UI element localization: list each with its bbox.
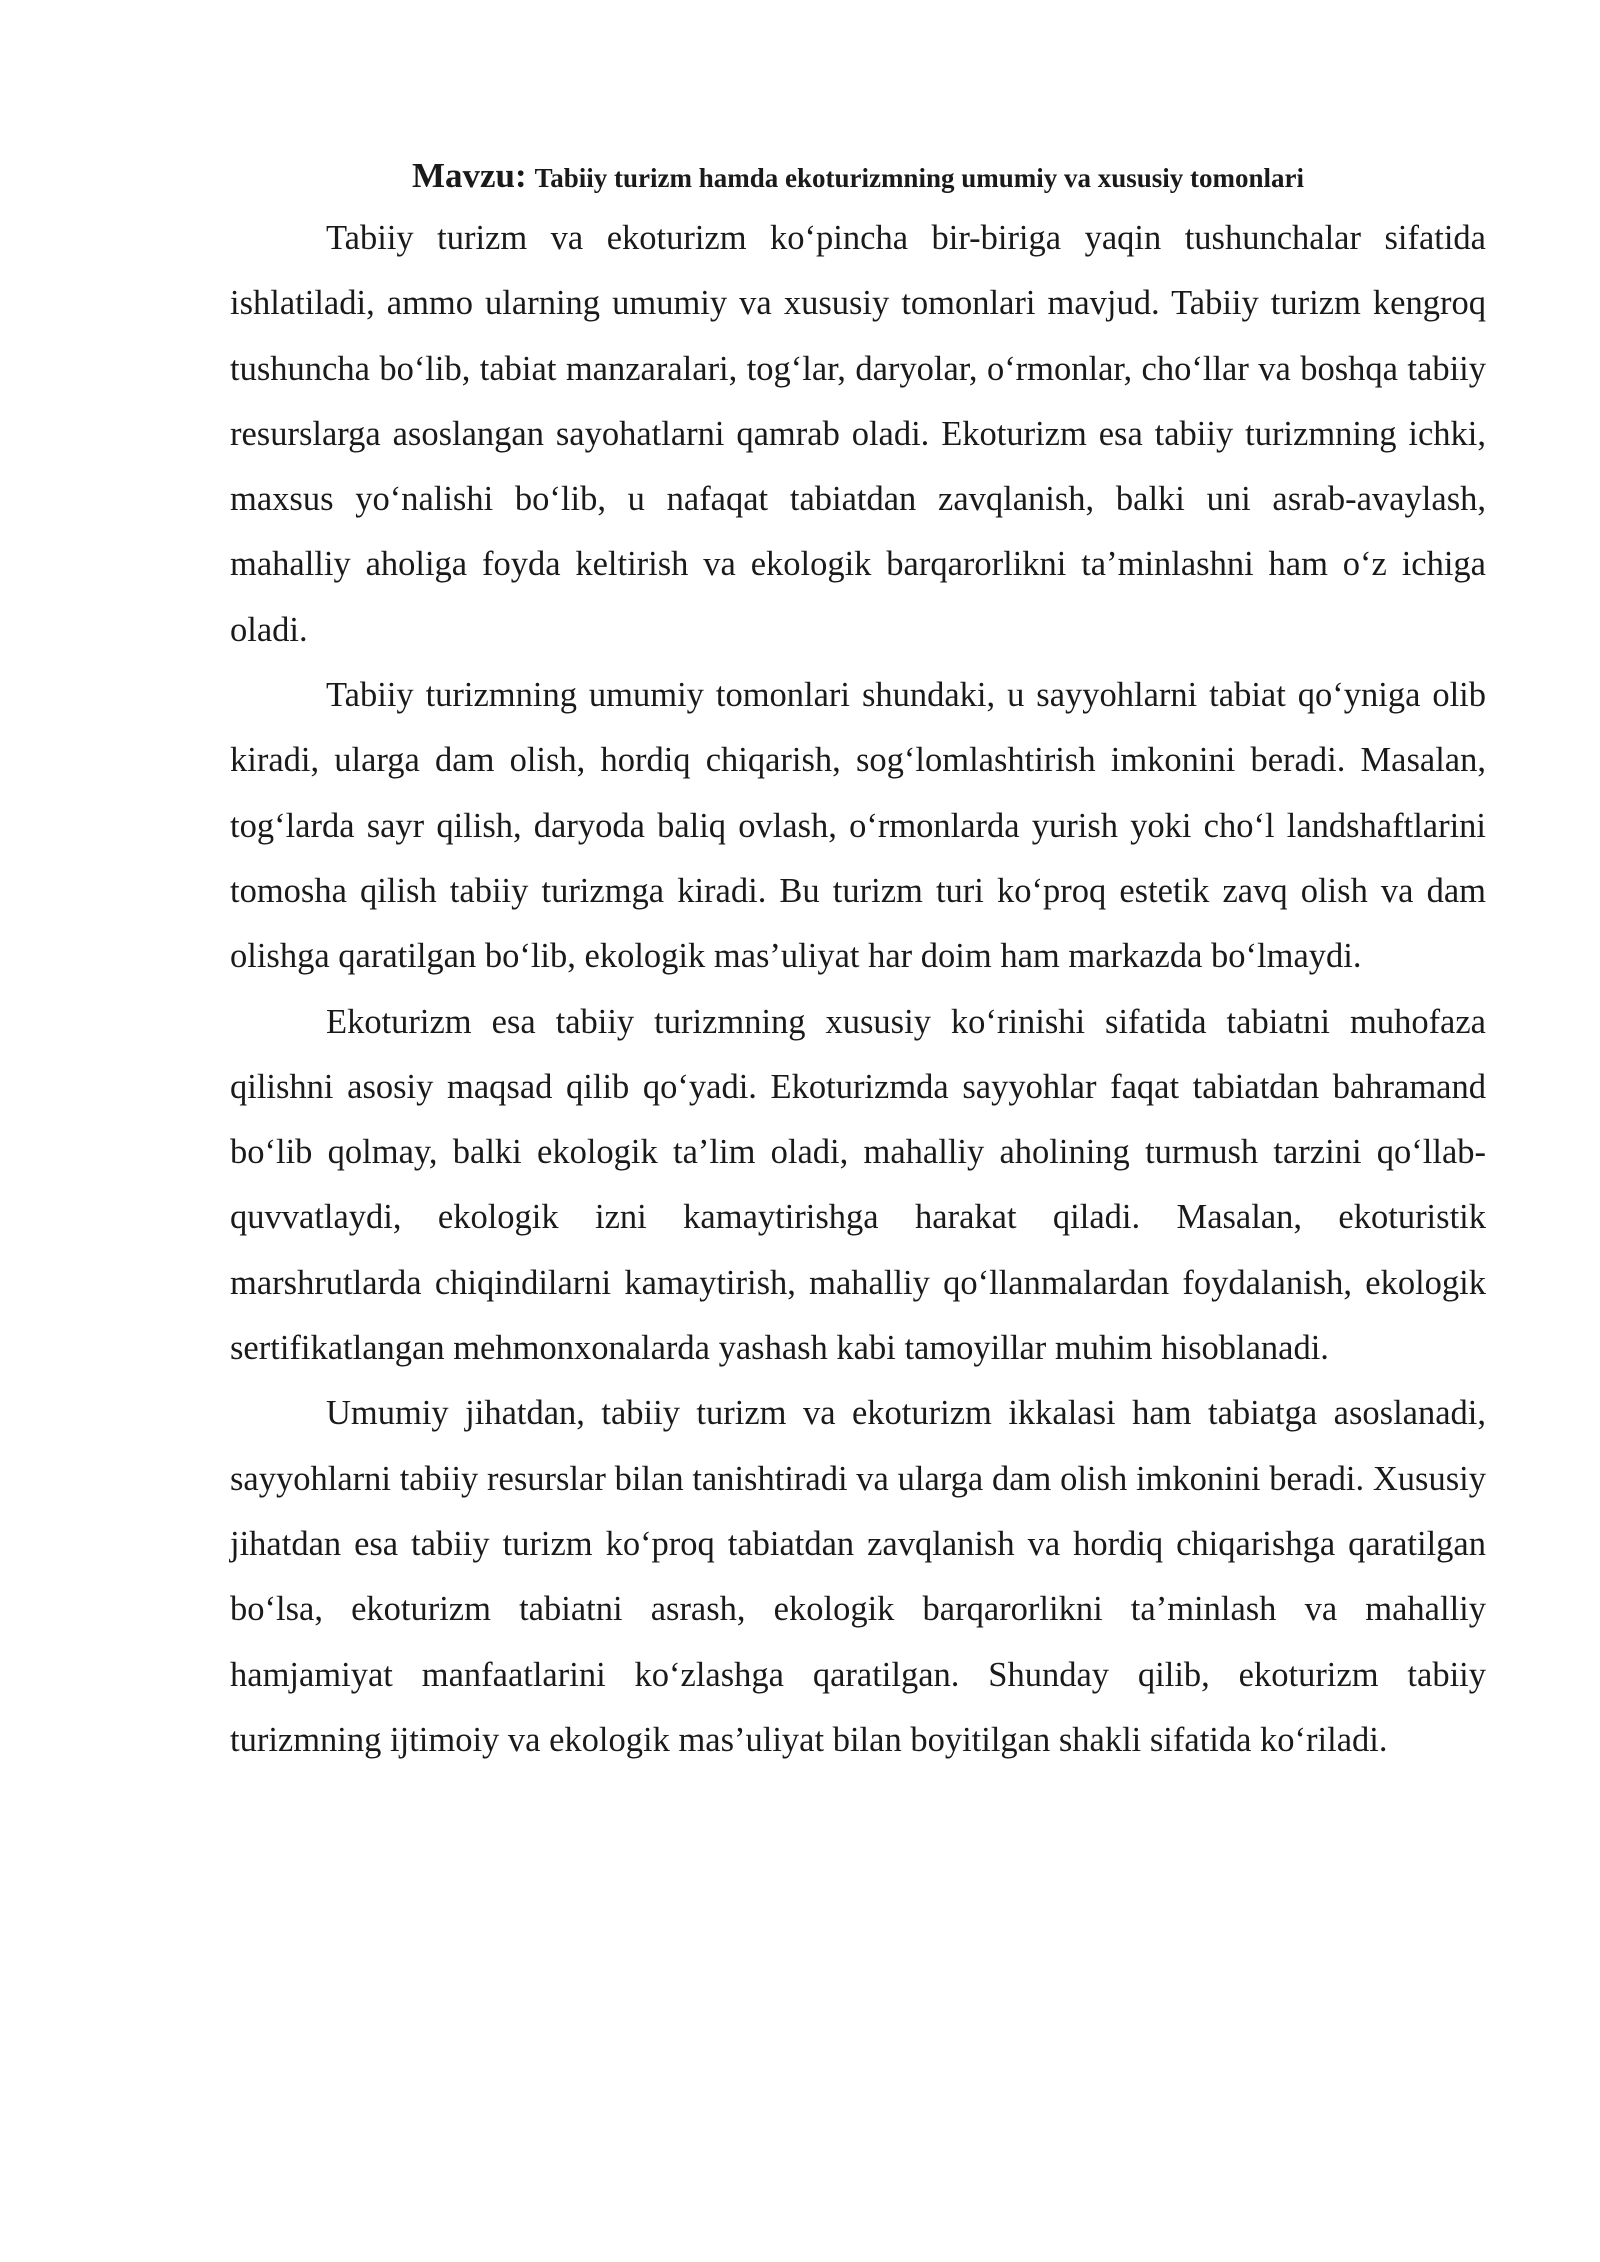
paragraph-4: Umumiy jihatdan, tabiiy turizm va ekoturizm ikkalasi ham tabiatga asoslanadi, sayyohlarni tabiiy resurslar bilan tanishtiradi va ularga dam olish imkonini beradi. Xususiy jihatdan esa tabiiy turizm ko‘proq tabiatdan zavqlanish va hordiq chiqarishga qaratilgan bo‘lsa, ekoturizm tabiatni asrash, ekologik barqarorlikni ta’minlash va mahalliy hamjamiyat manfaatlarini ko‘zlashga qaratilgan. Shunday qilib, ekoturizm tabiiy turizmning ijtimoiy va ekologik mas’uliyat bilan boyitilgan shakli sifatida ko‘riladi. <box>230 1394 1486 1759</box>
heading-topic: Tabiiy turizm hamda ekoturizmning umumiy va xususiy tomonlari <box>534 163 1305 193</box>
document-body <box>230 150 1486 1773</box>
paragraph-1: Tabiiy turizm va ekoturizm ko‘pincha bir-biriga yaqin tushunchalar sifatida ishlatiladi, ammo ularning umumiy va xususiy tomonlari mavjud. Tabiiy turizm kengroq tushuncha bo‘lib, tabiat manzaralari, tog‘lar, daryolar, o‘rmonlar, cho‘llar va boshqa tabiiy resurslarga asoslangan sayohatlarni qamrab oladi. Ekoturizm esa tabiiy turizmning ichki, maxsus yo‘nalishi bo‘lib, u nafaqat tabiatdan zavqlanish, balki uni asrab-avaylash, mahalliy aholiga foyda keltirish va ekologik barqarorlikni ta’minlashni ham o‘z ichiga oladi. <box>230 219 1486 649</box>
document-heading <box>230 150 1486 204</box>
paragraph-3: Ekoturizm esa tabiiy turizmning xususiy ko‘rinishi sifatida tabiatni muhofaza qilishni asosiy maqsad qilib qo‘yadi. Ekoturizmda sayyohlar faqat tabiatdan bahramand bo‘lib qolmay, balki ekologik ta’lim oladi, mahalliy aholining turmush tarzini qo‘llab-quvvatlaydi, ekologik izni kamaytirishga harakat qiladi. Masalan, ekoturistik marshrutlarda chiqindilarni kamaytirish, mahalliy qo‘llanmalardan foydalanish, ekologik sertifikatlangan mehmonxonalarda yashash kabi tamoyillar muhim hisoblanadi. <box>230 1002 1486 1368</box>
heading-label: Mavzu: <box>411 156 527 195</box>
paragraph-2: Tabiiy turizmning umumiy tomonlari shundaki, u sayyohlarni tabiat qo‘yniga olib kiradi, ularga dam olish, hordiq chiqarish, sog‘lomlashtirish imkonini beradi. Masalan, tog‘larda sayr qilish, daryoda baliq ovlash, o‘rmonlarda yurish yoki cho‘l landshaftlarini tomosha qilish tabiiy turizmga kiradi. Bu turizm turi ko‘proq estetik zavq olish va dam olishga qaratilgan bo‘lib, ekologik mas’uliyat har doim ham markazda bo‘lmaydi. <box>230 676 1486 976</box>
